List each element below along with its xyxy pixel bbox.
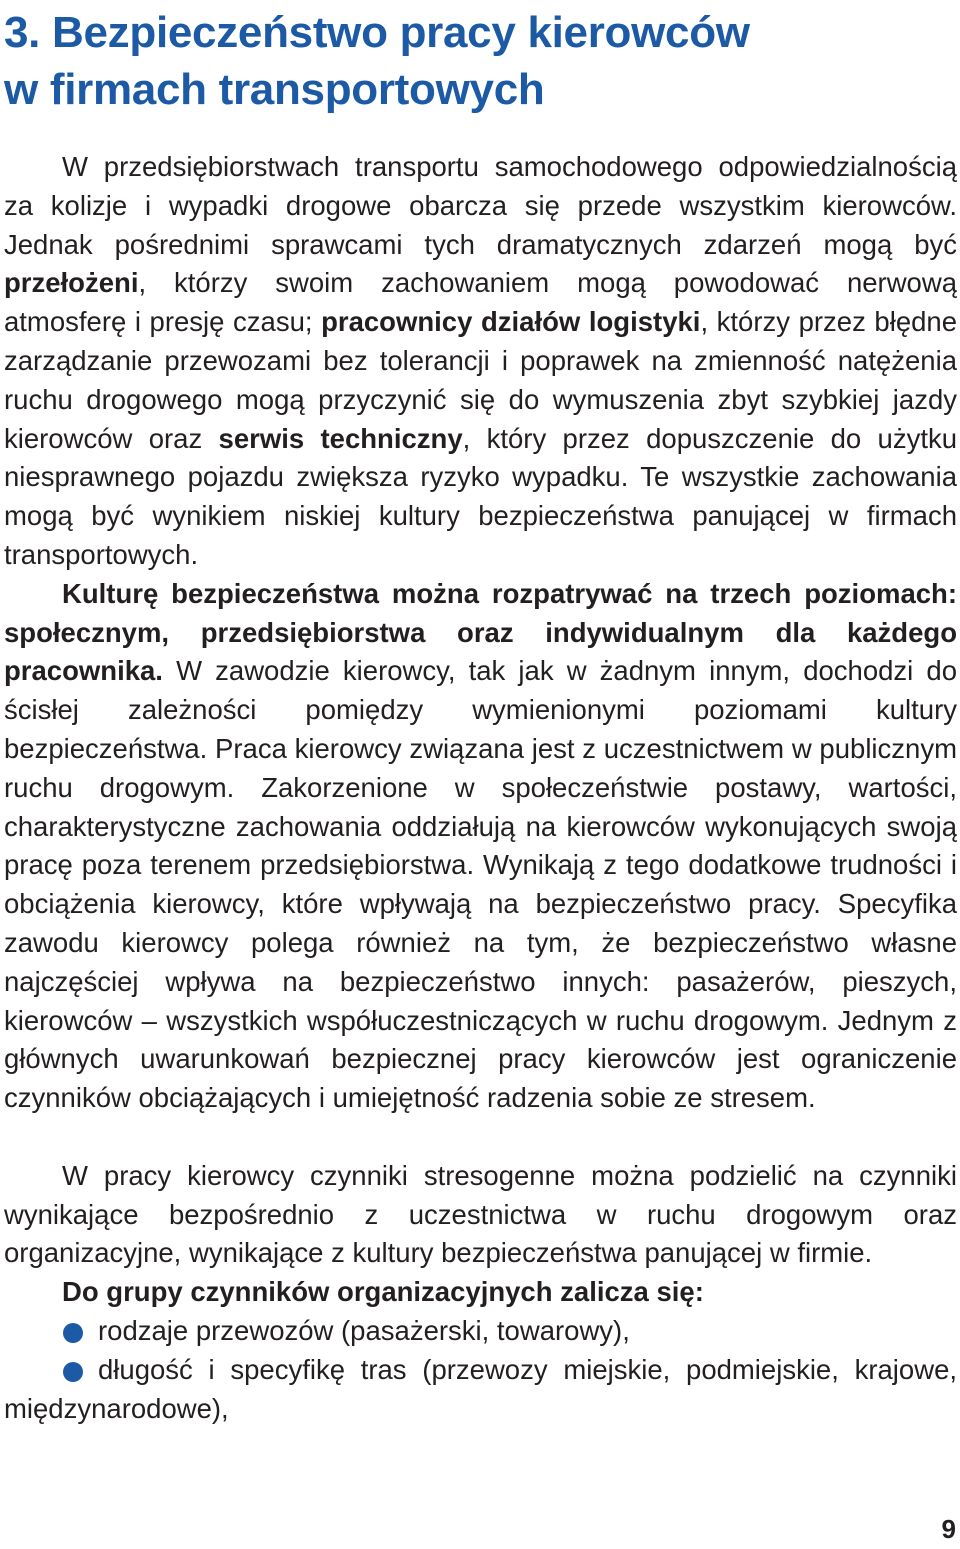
- paragraph-1-text-3: , którzy przez błędne zarządzanie przewozami bez tolerancji i poprawek na zmienność natężenia ruchu drogowego mogą przyczynić się do wymuszenia zbyt szybkiej jazdy kierowców oraz: [4, 306, 957, 454]
- paragraph-1-text-2: , którzy swoim zachowaniem mogą powodować nerwową atmosferę i presję czasu;: [4, 267, 957, 338]
- bullet-dot-icon: [63, 1323, 83, 1343]
- paragraph-2: [4, 575, 957, 1118]
- list-heading: Do grupy czynników organizacyjnych zalicza się:: [62, 1276, 704, 1308]
- paragraph-1-bold-1: przełożeni: [4, 267, 139, 299]
- paragraph-1-text-1: W przedsiębiorstwach transportu samochodowego odpowiedzialnością za kolizje i wypadki drogowe obarcza się przede wszystkim kierowców. Jednak pośrednimi sprawcami tych dramatycznych zdarzeń mogą być: [4, 151, 957, 260]
- list-item-text: długość i specyfikę tras (przewozy miejskie, podmiejskie, krajowe, międzynarodowe),: [4, 1353, 957, 1424]
- paragraph-3: W pracy kierowcy czynniki stresogenne można podzielić na czynniki wynikające bezpośrednio z uczestnictwa w ruchu drogowym oraz organizacyjne, wynikające z kultury bezpieczeństwa panującej w firmie.: [4, 1159, 957, 1269]
- bullet-dot-icon: [63, 1362, 83, 1382]
- factor-list: [4, 1312, 957, 1428]
- page-number: 9: [941, 1514, 956, 1544]
- list-item-text: rodzaje przewozów (pasażerski, towarowy),: [98, 1314, 630, 1346]
- paragraph-2-text-1: W zawodzie kierowcy, tak jak w żadnym innym, dochodzi do ścisłej zależności pomiędzy wymienionymi poziomami kultury bezpieczeństwa. Praca kierowcy związana jest z uczestnictwem w publicznym ruchu drogowym. Zakorzenione w społeczeństwie postawy, wartości, charakterystyczne zachowania oddziałują na kierowców wykonujących swoją pracę poza terenem przedsiębiorstwa. Wynikają z tego dodatkowe trudności i obciążenia kierowcy, które wpływają na bezpieczeństwo pracy. Specyfika zawodu kierowcy polega również na tym, że bezpieczeństwo własne najczęściej wpływa na bezpieczeństwo innych: pasażerów, pieszych, kierowców – wszystkich współuczestniczących w ruchu drogowym. Jednym z głównych uwarunkowań bezpiecznej pracy kierowców jest ograniczenie czynników obciążających i umiejętność radzenia sobie ze stresem.: [4, 655, 957, 1114]
- paragraph-1-bold-2: pracownicy działów logistyki: [321, 306, 701, 338]
- chapter-heading-line-1: 3. Bezpieczeństwo pracy kierowców: [4, 8, 750, 57]
- paragraph-1-text-4: , który przez dopuszczenie do użytku niesprawnego pojazdu zwiększa ryzyko wypadku. Te wszystkie zachowania mogą być wynikiem niskiej kultury bezpieczeństwa panującej w firmach transportowych.: [4, 422, 958, 570]
- paragraph-1-bold-3: serwis techniczny: [218, 422, 463, 454]
- body-text: [4, 148, 957, 1428]
- paragraph-2-bold-1: Kulturę bezpieczeństwa można rozpatrywać na trzech poziomach: społecznym, przedsiębiorstwa oraz indywidualnym dla każdego pracownika.: [4, 577, 957, 687]
- list-item: [4, 1312, 957, 1351]
- chapter-heading: [4, 4, 954, 118]
- chapter-heading-line-2: w firmach transportowych: [4, 65, 545, 114]
- paragraph-1: [4, 148, 957, 575]
- list-item: [4, 1351, 957, 1429]
